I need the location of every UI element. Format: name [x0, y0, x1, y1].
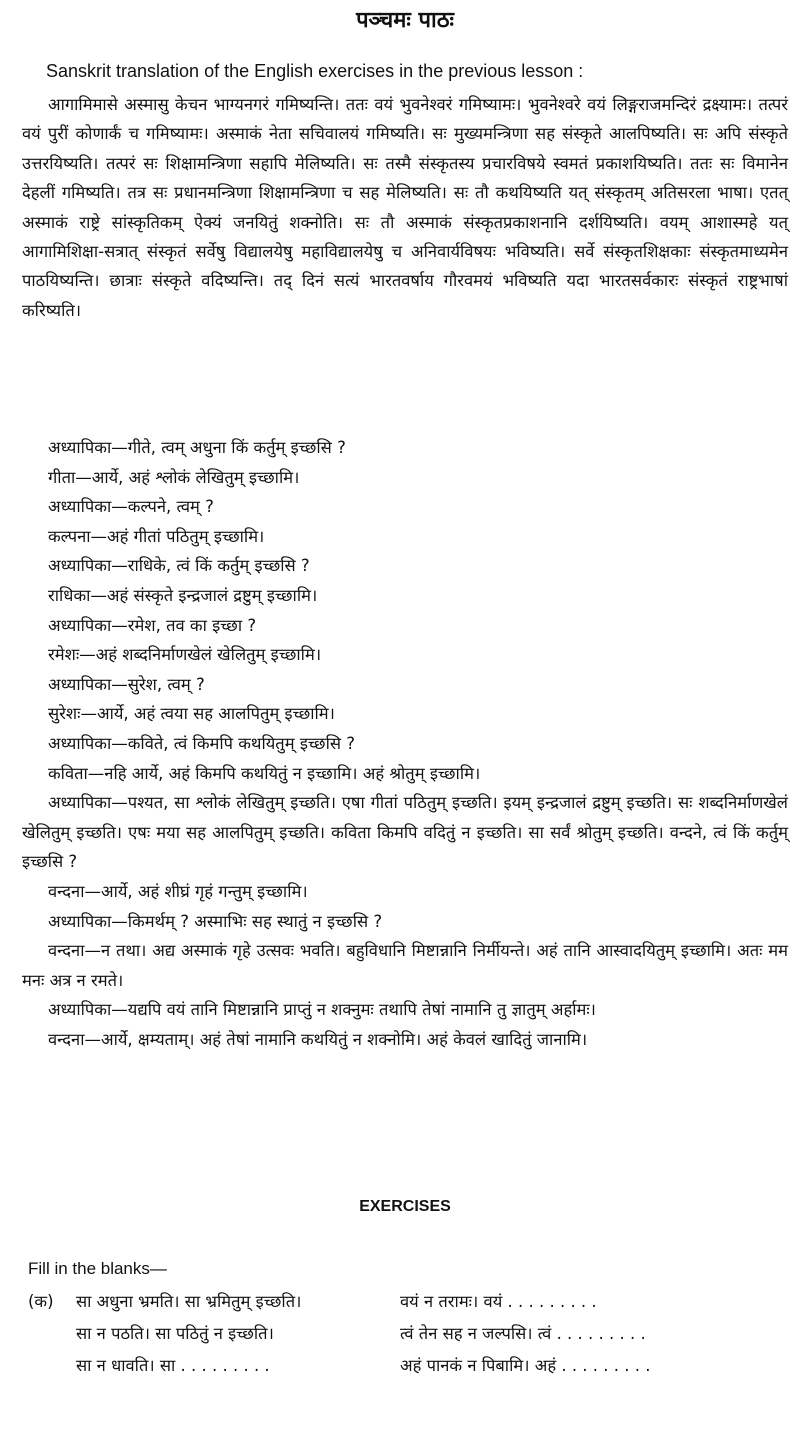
dialogue-line: कल्पना—अहं गीतां पठितुम् इच्छामि।: [48, 526, 265, 546]
lesson-title: पञ्चमः पाठः: [356, 8, 454, 33]
dialogue-line: अध्यापिका—कल्पने, त्वम् ?: [48, 497, 214, 517]
translation-paragraph: आगामिमासे अस्मासु केचन भाग्यनगरं गमिष्यन्ति। ततः वयं भुवनेश्वरं गमिष्यामः। भुवनेश्वरे वयं लिङ्गराजमन्दिरं द्रक्ष्यामः। तत्परं वयं पुरीं कोणार्कं च गमिष्यामः। अस्माकं नेता सचिवालयं गमिष्यति। सः मुख्यमन्त्रिणा सह संस्कृते आलपिष्यति। सः अपि संस्कृते उत्तरयिष्यति। तत्परं सः शिक्षामन्त्रिणा सहापि मेलिष्यति। सः तस्मै संस्कृतस्य प्रचारविषये स्वमतं प्रकाशयिष्यति। ततः सः विमानेन देहलीं गमिष्यति। तत्र सः प्रधानमन्त्रिणा शिक्षामन्त्रिणा च सह मेलिष्यति। सः तौ कथयिष्यति यत् संस्कृतम् अतिसरला भाषा। एतत् अस्माकं राष्ट्रे सांस्कृतिकम् ऐक्यं जनयितुं शक्नोति। सः तौ अस्माकं संस्कृतप्रकाशनानि दर्शयिष्यति। वयम् आशास्महे यत् आगामिशिक्षा-सत्रात् संस्कृतं सर्वेषु विद्यालयेषु महाविद्यालयेषु च अनिवार्यविषयः भविष्यति। सर्वे संस्कृतशिक्षकाः संस्कृतमाध्यमेन पाठयिष्यन्ति। छात्राः संस्कृते वदिष्यन्ति। तद् दिनं सत्यं भारतवर्षाय गौरवमयं भविष्यति यदा भारतसर्वकारः संस्कृतं राष्ट्रभाषां करिष्यति।: [22, 95, 788, 320]
dialogue-line: रमेशः—अहं शब्दनिर्माणखेलं खेलितुम् इच्छामि।: [48, 645, 322, 665]
exercise-instruction: Fill in the blanks—: [28, 1259, 167, 1278]
dialogue-line: अध्यापिका—गीते, त्वम् अधुना किं कर्तुम् इच्छसि ?: [48, 438, 346, 457]
exercise-row: [28, 1351, 788, 1381]
dialogue-line: अध्यापिका—राधिके, त्वं किं कर्तुम् इच्छसि ?: [48, 556, 310, 576]
dialogue-line: अध्यापिका—कविते, त्वं किमपि कथयितुम् इच्छसि ?: [48, 733, 355, 753]
dialogue-line: वन्दना—न तथा। अद्य अस्माकं गृहे उत्सवः भवति। बहुविधानि मिष्टान्नानि निर्मीयन्ते। अहं तानि आस्वादयितुम् इच्छामि। अतः मम मनः अत्र न रमते।: [22, 941, 788, 990]
dialogue-line: गीता—आर्ये, अहं श्लोकं लेखितुम् इच्छामि।: [48, 467, 300, 487]
dialogue-line: वन्दना—आर्ये, क्षम्यताम्। अहं तेषां नामानि कथयितुं न शक्नोमि। अहं केवलं खादितुं जानामि।: [48, 1029, 588, 1049]
dialogue-line: अध्यापिका—पश्यत, सा श्लोकं लेखितुम् इच्छति। एषा गीतां पठितुम् इच्छति। इयम् इन्द्रजालं द्रष्टुम् इच्छति। सः शब्दनिर्माणखेलं खेलितुम् इच्छति। एषः मया सह आलपितुम् इच्छति। कविता किमपि वदितुं न इच्छति। सा सर्वं श्रोतुम् इच्छति। वन्दने, त्वं किं कर्तुम् इच्छसि ?: [22, 793, 788, 872]
dialogue-list: [22, 433, 788, 1054]
exercise-sentence: सा अधुना भ्रमति। सा भ्रमितुम् इच्छति।: [76, 1292, 302, 1311]
dialogue-line: सुरेशः—आर्ये, अहं त्वया सह आलपितुम् इच्छामि।: [48, 704, 335, 724]
translation-intro: Sanskrit translation of the English exercises in the previous lesson :: [46, 61, 584, 81]
exercise-sentence: अहं पानकं न पिबामि। अहं . . . . . . . . .: [400, 1356, 651, 1375]
exercise-sentence: वयं न तरामः। वयं . . . . . . . . .: [400, 1292, 597, 1311]
dialogue-line: कविता—नहि आर्ये, अहं किमपि कथयितुं न इच्छामि। अहं श्रोतुम् इच्छामि।: [48, 763, 481, 783]
dialogue-line: अध्यापिका—किमर्थम् ? अस्माभिः सह स्थातुं न इच्छसि ?: [48, 911, 383, 931]
exercise-sentence: सा न पठति। सा पठितुं न इच्छति।: [76, 1324, 274, 1343]
exercise-row: [28, 1287, 788, 1317]
dialogue-line: अध्यापिका—सुरेश, त्वम् ?: [48, 674, 205, 694]
exercise-sentence: त्वं तेन सह न जल्पसि। त्वं . . . . . . . . .: [400, 1324, 646, 1343]
exercise-label: (क): [28, 1292, 54, 1311]
dialogue-line: वन्दना—आर्ये, अहं शीघ्रं गृहं गन्तुम् इच्छामि।: [48, 881, 308, 901]
dialogue-line: अध्यापिका—रमेश, तव का इच्छा ?: [48, 615, 257, 635]
exercises-heading: EXERCISES: [359, 1198, 451, 1215]
exercise-sentence: सा न धावति। सा . . . . . . . . .: [76, 1356, 270, 1375]
exercise-row: [28, 1319, 788, 1349]
dialogue-line: अध्यापिका—यद्यपि वयं तानि मिष्टान्नानि प्राप्तुं न शक्नुमः तथापि तेषां नामानि तु ज्ञातुम् अर्हामः।: [48, 1000, 596, 1020]
dialogue-line: राधिका—अहं संस्कृते इन्द्रजालं द्रष्टुम् इच्छामि।: [48, 585, 318, 605]
